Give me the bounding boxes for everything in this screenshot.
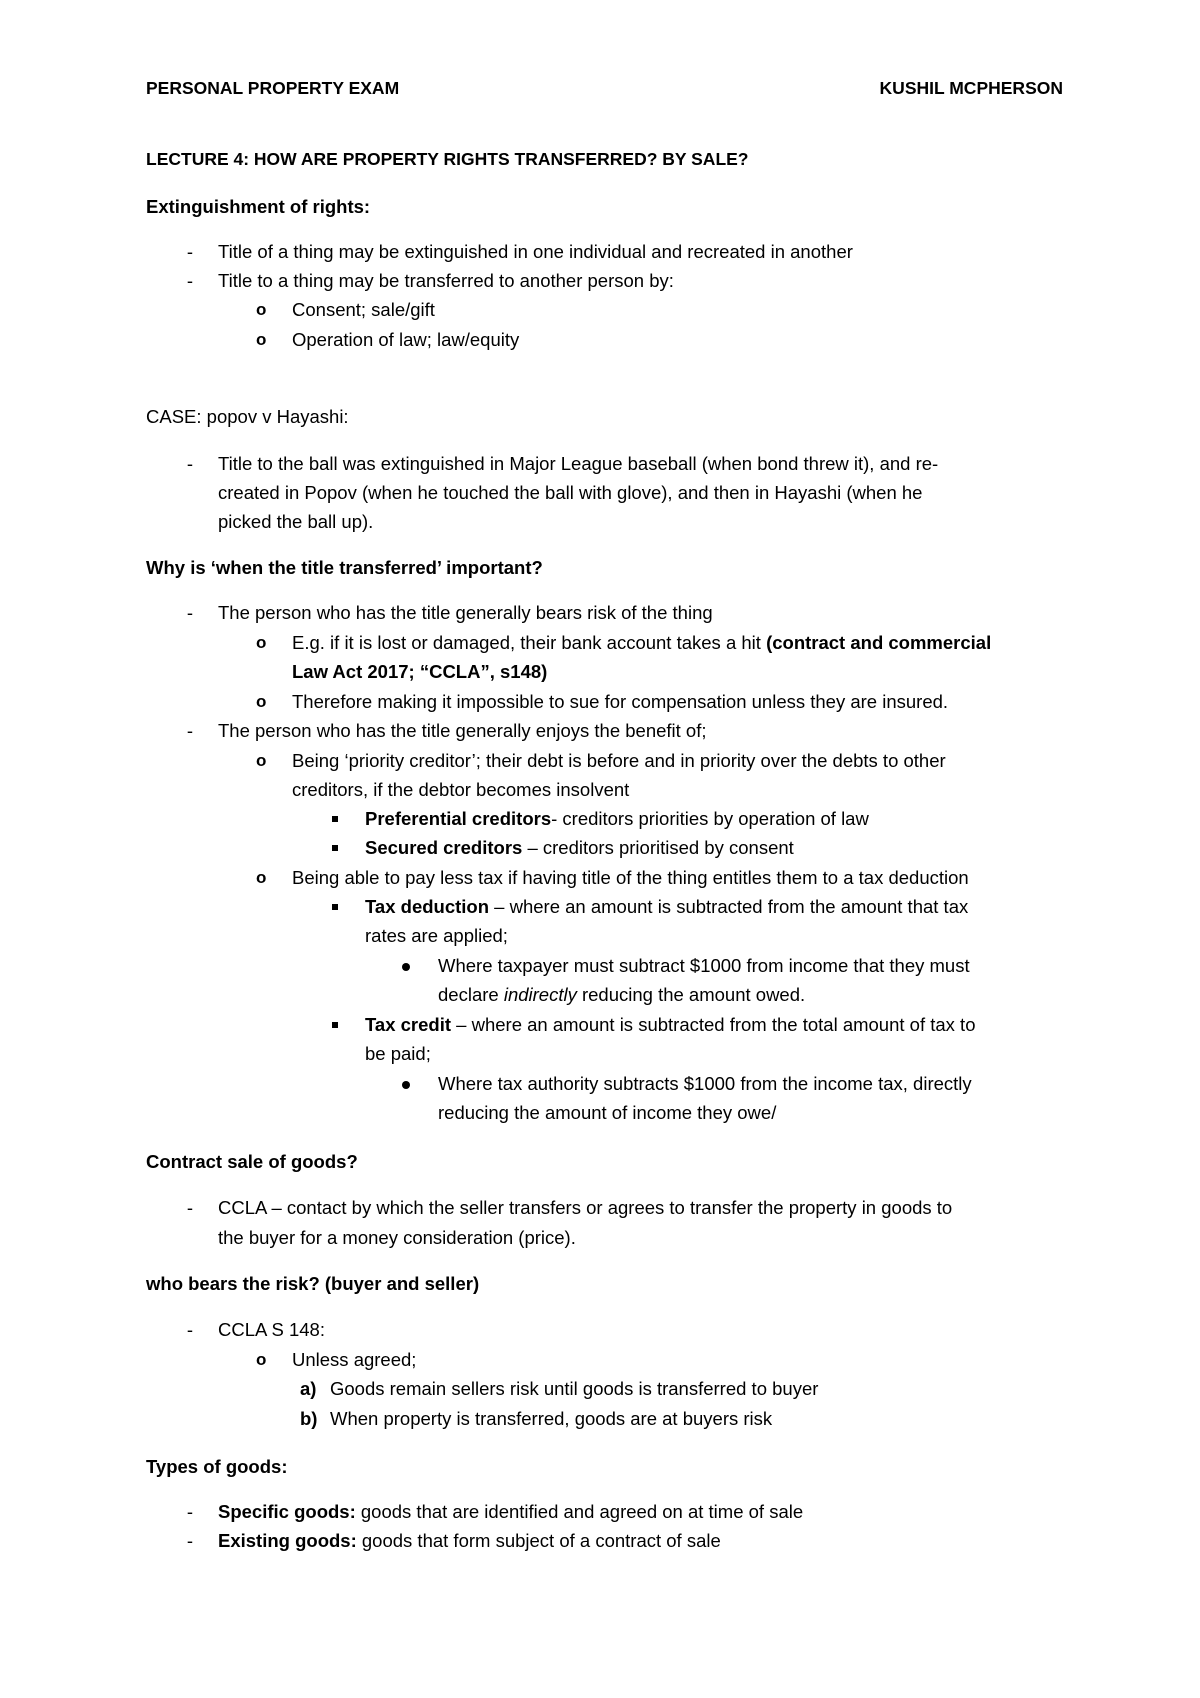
secured-creditors-term: Secured creditors (365, 837, 523, 858)
item-b-text: When property is transferred, goods are at buyers risk (330, 1408, 773, 1429)
circle-marker: o (256, 1350, 267, 1369)
credit-example-line-2: reducing the amount of income they owe/ (438, 1102, 777, 1123)
dash-marker: - (186, 270, 194, 291)
benefit-item: The person who has the title generally enjoys the benefit of; (218, 720, 707, 741)
dash-marker: - (186, 1319, 194, 1340)
specific-goods-line (218, 1500, 803, 1524)
dash-marker: - (186, 1197, 194, 1218)
existing-goods-term: Existing goods: (218, 1530, 357, 1551)
preferential-creditors-term: Preferential creditors (365, 808, 552, 829)
extinguishment-heading: Extinguishment of rights: (146, 196, 371, 217)
deduction-example-line-1: Where taxpayer must subtract $1000 from income that they must (438, 955, 970, 976)
dash-marker: - (186, 1530, 194, 1551)
square-bullet (332, 1022, 338, 1028)
therefore-line: Therefore making it impossible to sue for compensation unless they are insured. (292, 691, 949, 712)
tax-deduction-term: Tax deduction (365, 896, 490, 917)
round-bullet (402, 963, 410, 971)
risk-heading: who bears the risk? (buyer and seller) (146, 1273, 480, 1294)
tax-deduction-line-2: rates are applied; (365, 925, 508, 946)
example-line-1 (292, 631, 991, 655)
circle-marker: o (256, 330, 267, 349)
ccla-citation-start: (contract and commercial (766, 632, 992, 653)
deduction-example-italic: indirectly (503, 984, 577, 1005)
priority-line-1: Being ‘priority creditor’; their debt is before and in priority over the debts to other (292, 750, 946, 771)
preferential-creditors-def: - creditors priorities by operation of law (551, 808, 869, 829)
example-text: E.g. if it is lost or damaged, their bank account takes a hit (292, 632, 767, 653)
types-heading: Types of goods: (146, 1456, 288, 1477)
circle-marker: o (256, 868, 267, 887)
dash-marker: - (186, 720, 194, 741)
dash-marker: - (186, 453, 194, 474)
deduction-example-pre: declare (438, 984, 504, 1005)
header-right: KUSHIL MCPHERSON (879, 78, 1063, 98)
secured-creditors-def: – creditors prioritised by consent (522, 837, 794, 858)
square-bullet (332, 845, 338, 851)
extinguishment-item-2: Title to a thing may be transferred to another person by: (218, 270, 674, 291)
circle-marker: o (256, 692, 267, 711)
ccla-citation-end: Law Act 2017; “CCLA”, s148) (292, 661, 548, 682)
contract-heading: Contract sale of goods? (146, 1151, 358, 1172)
header-left: PERSONAL PROPERTY EXAM (146, 78, 400, 98)
dash-marker: - (186, 1501, 194, 1522)
credit-example-line-1: Where tax authority subtracts $1000 from the income tax, directly (438, 1073, 972, 1094)
contract-line-1: CCLA – contact by which the seller transfers or agrees to transfer the property in goods to (218, 1197, 953, 1218)
square-bullet (332, 904, 338, 910)
extinguishment-sub-1: Consent; sale/gift (292, 299, 435, 320)
square-bullet (332, 816, 338, 822)
secured-creditors-line (365, 836, 794, 860)
risk-bearing-item: The person who has the title generally bears risk of the thing (218, 602, 713, 623)
round-bullet (402, 1081, 410, 1089)
circle-marker: o (256, 751, 267, 770)
case-line-3: picked the ball up). (218, 511, 374, 532)
case-heading: CASE: popov v Hayashi: (146, 406, 349, 427)
tax-deduction-def: – where an amount is subtracted from the amount that tax (489, 896, 969, 917)
circle-marker: o (256, 300, 267, 319)
case-line-1: Title to the ball was extinguished in Major League baseball (when bond threw it), and re- (218, 453, 939, 474)
tax-credit-term: Tax credit (365, 1014, 452, 1035)
unless-agreed: Unless agreed; (292, 1349, 417, 1370)
deduction-example-post: reducing the amount owed. (576, 984, 806, 1005)
tax-credit-def: – where an amount is subtracted from the total amount of tax to (451, 1014, 976, 1035)
specific-goods-def: goods that are identified and agreed on at time of sale (355, 1501, 804, 1522)
dash-marker: - (186, 602, 194, 623)
ccla-s148-item: CCLA S 148: (218, 1319, 325, 1340)
item-a-text: Goods remain sellers risk until goods is transferred to buyer (330, 1378, 819, 1399)
circle-marker: o (256, 633, 267, 652)
deduction-example-line-2 (438, 983, 805, 1007)
less-tax-line: Being able to pay less tax if having title of the thing entitles them to a tax deduction (292, 867, 969, 888)
tax-deduction-line-1 (365, 895, 968, 919)
item-a-marker: a) (300, 1378, 317, 1399)
priority-line-2: creditors, if the debtor becomes insolvent (292, 779, 630, 800)
case-line-2: created in Popov (when he touched the ball with glove), and then in Hayashi (when he (218, 482, 923, 503)
tax-credit-line-2: be paid; (365, 1043, 431, 1064)
existing-goods-line (218, 1529, 721, 1553)
existing-goods-def: goods that form subject of a contract of sale (356, 1530, 721, 1551)
preferential-creditors-line (365, 807, 869, 831)
extinguishment-item-1: Title of a thing may be extinguished in one individual and recreated in another (218, 241, 853, 262)
extinguishment-sub-2: Operation of law; law/equity (292, 329, 520, 350)
specific-goods-term: Specific goods: (218, 1501, 356, 1522)
item-b-marker: b) (300, 1408, 318, 1429)
lecture-title: LECTURE 4: HOW ARE PROPERTY RIGHTS TRANSFERRED? BY SALE? (146, 149, 749, 169)
tax-credit-line-1 (365, 1013, 975, 1037)
contract-line-2: the buyer for a money consideration (price). (218, 1227, 576, 1248)
why-heading: Why is ‘when the title transferred’ important? (146, 557, 543, 578)
dash-marker: - (186, 241, 194, 262)
